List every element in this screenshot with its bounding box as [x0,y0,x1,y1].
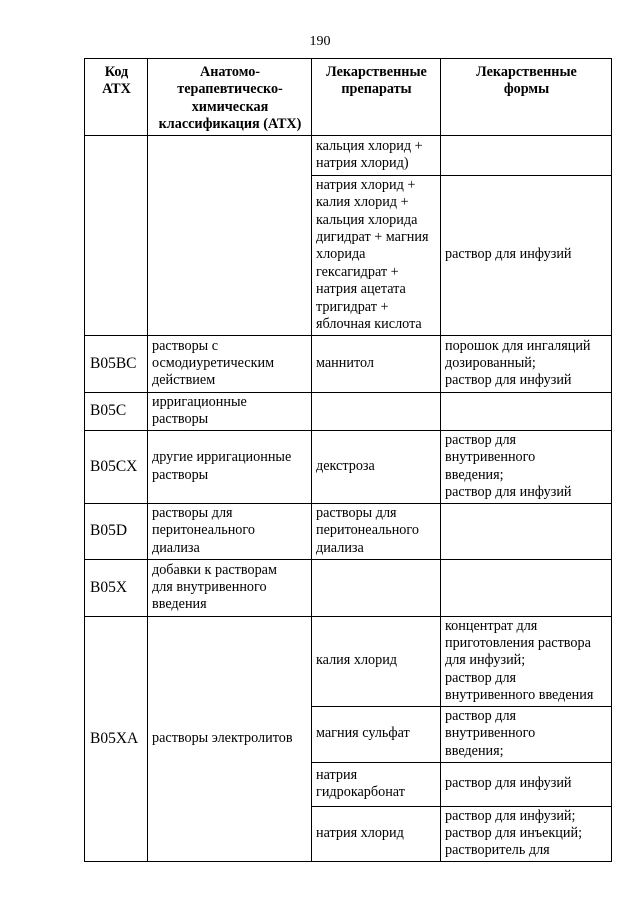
atc-drug-table [84,58,612,862]
cell-form [441,135,612,175]
cell-form [441,559,612,616]
table-row [85,135,612,175]
table-row [85,392,612,430]
cell-form: раствор для инфузий; раствор для инъекций; растворитель для [441,806,612,861]
cell-code: B05X [85,559,148,616]
cell-drug: натрия хлорид [312,806,441,861]
cell-drug: декстроза [312,430,441,503]
cell-drug: магния сульфат [312,706,441,762]
cell-classification: добавки к растворам для внутривенного введения [148,559,312,616]
header-code: Код АТХ [85,59,148,136]
cell-classification: другие ирригационные растворы [148,430,312,503]
cell-classification: растворы с осмодиуретическим действием [148,335,312,392]
table-row [85,503,612,559]
table-row [85,430,612,503]
table-row [85,616,612,706]
cell-form [441,503,612,559]
cell-form: раствор для внутривенного введения; раствор для инфузий [441,430,612,503]
cell-classification: растворы электролитов [148,616,312,861]
cell-drug: растворы для перитонеального диализа [312,503,441,559]
cell-code: B05CX [85,430,148,503]
cell-code: B05BC [85,335,148,392]
table-row [85,559,612,616]
cell-drug: натрия гидрокарбонат [312,762,441,806]
table-header-row [85,59,612,136]
cell-form: раствор для внутривенного введения; [441,706,612,762]
cell-drug: калия хлорид [312,616,441,706]
header-drugs: Лекарственные препараты [312,59,441,136]
cell-drug [312,559,441,616]
cell-drug: натрия хлорид + калия хлорид + кальция хлорида дигидрат + магния хлорида гексагидрат + натрия ацетата тригидрат + яблочная кислота [312,175,441,335]
cell-code: B05XA [85,616,148,861]
cell-classification [148,135,312,335]
cell-form: раствор для инфузий [441,762,612,806]
cell-code [85,135,148,335]
cell-form: концентрат для приготовления раствора для инфузий; раствор для внутривенного введения [441,616,612,706]
cell-form [441,392,612,430]
cell-classification: ирригационные растворы [148,392,312,430]
cell-form: раствор для инфузий [441,175,612,335]
cell-drug: кальция хлорид + натрия хлорид) [312,135,441,175]
cell-classification: растворы для перитонеального диализа [148,503,312,559]
table-row [85,335,612,392]
cell-form: порошок для ингаляций дозированный; раствор для инфузий [441,335,612,392]
page-number: 190 [309,34,331,49]
cell-drug: маннитол [312,335,441,392]
cell-drug [312,392,441,430]
cell-code: B05C [85,392,148,430]
cell-code: B05D [85,503,148,559]
header-forms: Лекарственные формы [441,59,612,136]
header-classification: Анатомо- терапевтическо- химическая классификация (АТХ) [148,59,312,136]
